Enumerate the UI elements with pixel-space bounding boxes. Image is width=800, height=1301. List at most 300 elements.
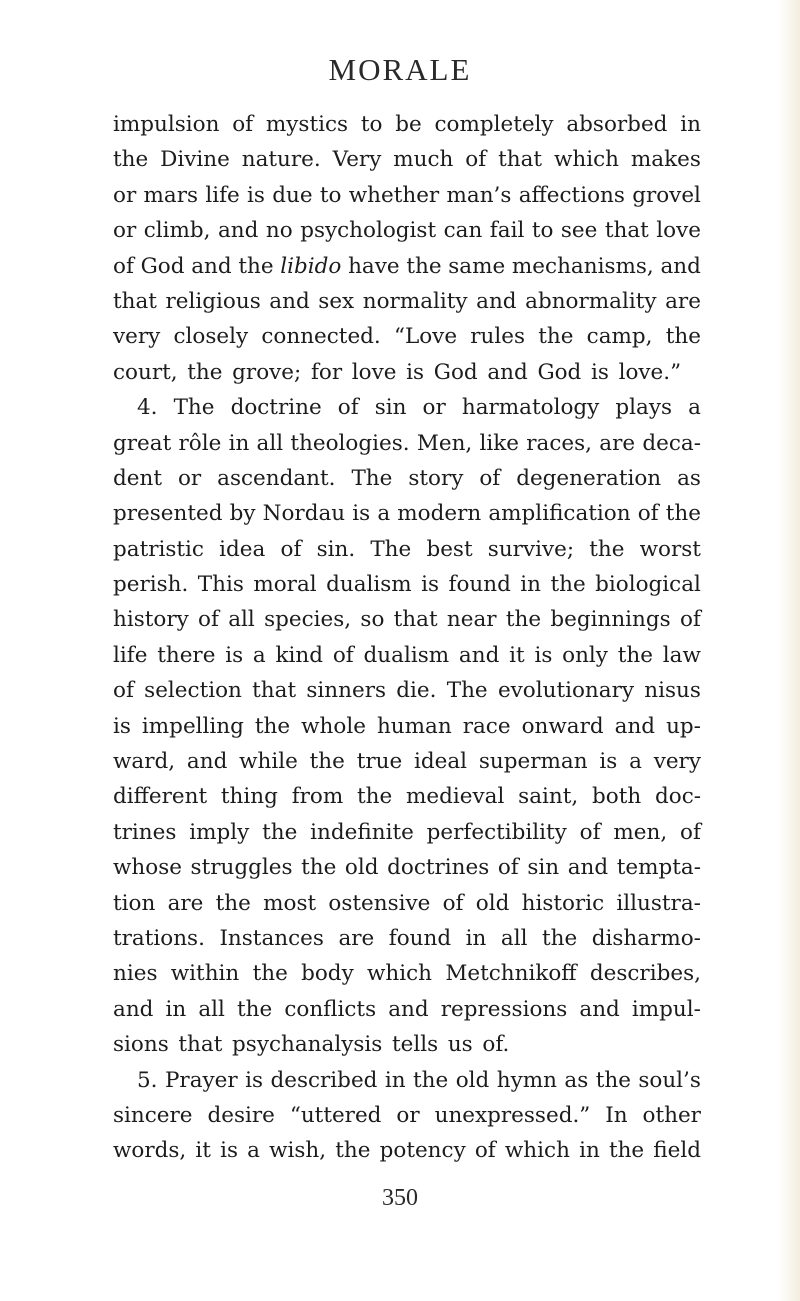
word: that [604, 218, 649, 244]
word: of [337, 395, 359, 421]
running-head: MORALE [328, 52, 472, 87]
word: The [351, 465, 393, 491]
word: the [237, 996, 273, 1022]
word: degeneration [516, 465, 662, 491]
word: is [591, 359, 609, 385]
word: that [113, 288, 157, 314]
word: the [505, 607, 542, 633]
word: dualism [363, 642, 450, 668]
word: The [446, 678, 488, 704]
word: idea [219, 536, 266, 562]
word: man’s [446, 182, 512, 208]
word: a [247, 1138, 260, 1164]
word: and [113, 996, 154, 1022]
word: abnormality [525, 288, 657, 314]
word: climb, [143, 218, 211, 244]
word: describes, [589, 961, 701, 987]
word: absorbed [566, 112, 668, 137]
word: Instances [219, 925, 324, 951]
word: of [465, 147, 487, 173]
word: ideal [413, 749, 468, 775]
word: indefinite [310, 819, 414, 845]
word: the [335, 1138, 371, 1164]
word: words, [113, 1138, 187, 1164]
word: which [553, 147, 619, 173]
word: all [198, 996, 225, 1022]
word: that [498, 147, 543, 173]
word: the [595, 1067, 631, 1093]
word: psychologist [300, 218, 437, 244]
word: in [465, 925, 487, 951]
word: is [220, 1138, 238, 1164]
word: normality [362, 288, 468, 314]
word: amplification [488, 501, 631, 527]
word: is [406, 359, 425, 385]
word: moral [253, 572, 317, 598]
word: and [217, 218, 259, 244]
word: biological [595, 572, 701, 598]
word: God [433, 359, 478, 385]
word: us [447, 1032, 473, 1058]
word: The [370, 536, 412, 562]
word: the [187, 359, 223, 385]
text-line [113, 107, 701, 142]
word: of [637, 501, 659, 527]
word: the [238, 253, 274, 279]
word: closely [173, 324, 249, 350]
word: and [269, 288, 310, 314]
word: as [677, 465, 701, 491]
word: nature. [241, 147, 321, 173]
word: Metchnikoff [445, 961, 577, 987]
word: Men, [416, 430, 473, 456]
word: nisus [644, 678, 701, 704]
word: of [579, 819, 601, 845]
word: sin [374, 395, 407, 421]
word: to [319, 182, 342, 208]
word: old [475, 890, 510, 916]
word: it [195, 1138, 211, 1164]
word: camp, [586, 324, 653, 350]
word: so [360, 607, 385, 633]
word: struggles [190, 855, 293, 881]
text-line [113, 673, 701, 708]
word: is [421, 572, 440, 598]
word: conflicts [284, 996, 377, 1022]
word: tempta- [616, 855, 701, 881]
word: grovel [632, 182, 701, 208]
word: impulsion [113, 112, 220, 137]
word: connected. [261, 324, 381, 350]
word: for [310, 359, 343, 385]
word: the [357, 784, 393, 810]
word: the [406, 253, 442, 279]
word: unexpressed.” [434, 1102, 591, 1128]
word: can [443, 218, 483, 244]
word: harmatology [461, 395, 600, 421]
body-text [113, 107, 701, 1169]
word: body [301, 961, 354, 987]
word: of [479, 465, 501, 491]
word: impelling [141, 713, 244, 739]
word: whole [301, 713, 366, 739]
word: is [113, 713, 131, 739]
word: or [113, 218, 137, 244]
word: in [520, 572, 542, 598]
word: or [113, 182, 137, 208]
word: of [442, 890, 464, 916]
word: die. [396, 678, 437, 704]
word: of [332, 642, 354, 668]
word: whose [113, 855, 182, 881]
word: impul- [631, 996, 701, 1022]
word: the [113, 147, 149, 173]
word: other [642, 1102, 701, 1128]
word: much [393, 147, 454, 173]
text-line [113, 461, 701, 496]
word: and [567, 855, 609, 881]
word: historic [521, 890, 605, 916]
word: very [653, 749, 701, 775]
word: field [653, 1138, 701, 1164]
word: from [291, 784, 344, 810]
word: In [605, 1102, 628, 1128]
word: same [448, 253, 506, 279]
word: repressions [440, 996, 568, 1022]
word: theologies. [290, 430, 410, 456]
word: sin [527, 855, 560, 881]
word: by [229, 501, 256, 527]
word: is [247, 182, 265, 208]
word: and [191, 253, 232, 279]
text-line [113, 1063, 701, 1098]
word: in [165, 996, 187, 1022]
word: presented [113, 501, 223, 527]
word: of [113, 678, 134, 704]
word: is [352, 501, 371, 527]
word: saint, [518, 784, 579, 810]
word: makes [630, 147, 701, 173]
word: that [178, 1032, 223, 1058]
word: sions [113, 1032, 169, 1058]
word: it [509, 642, 525, 668]
word: superman [478, 749, 588, 775]
text-line [113, 319, 701, 354]
word: and [388, 996, 429, 1022]
word: is [534, 642, 553, 668]
word: the [589, 536, 625, 562]
word: perish. [113, 572, 189, 598]
word: most [263, 890, 317, 916]
word: tells [391, 1032, 439, 1058]
word: hymn [496, 1067, 557, 1093]
word: is [225, 642, 244, 668]
word: ostensive [328, 890, 431, 916]
word: like [479, 430, 520, 456]
word: modern [397, 501, 482, 527]
text-line [113, 426, 701, 461]
word: a [377, 501, 391, 527]
word: evolutionary [497, 678, 635, 704]
word: old [455, 1067, 490, 1093]
word: desire [207, 1102, 275, 1128]
word: court, [113, 359, 178, 385]
word: and [476, 288, 517, 314]
text-line [113, 496, 701, 531]
text-line [113, 249, 701, 284]
word: that [252, 678, 297, 704]
word: due [272, 182, 313, 208]
word: the [262, 819, 298, 845]
text-line [113, 1027, 701, 1062]
word: within [170, 961, 240, 987]
word: plays [615, 395, 673, 421]
word: and [579, 996, 620, 1022]
word: the [413, 1067, 449, 1093]
word: up- [666, 713, 701, 739]
word: the [254, 713, 291, 739]
word: have [348, 253, 400, 279]
word: of [474, 1138, 496, 1164]
word: kind [275, 642, 324, 668]
word: be [395, 112, 422, 137]
word: all [256, 430, 284, 456]
word: completely [434, 112, 554, 137]
word: are [167, 890, 204, 916]
word: perfectibility [426, 819, 567, 845]
word: in [384, 1067, 406, 1093]
word: race [462, 713, 511, 739]
word: “uttered [289, 1102, 382, 1128]
word: a [629, 749, 642, 775]
word: the [665, 501, 701, 527]
word: God [140, 253, 185, 279]
word: rôle [178, 430, 222, 456]
word: rules [470, 324, 526, 350]
word: religious [165, 288, 261, 314]
word: onward [521, 713, 604, 739]
text-line [113, 284, 701, 319]
word: only [562, 642, 608, 668]
word: are [338, 925, 375, 951]
word: in [228, 430, 250, 456]
word: dualism [326, 572, 412, 598]
word: are [665, 288, 701, 314]
word: is [245, 1067, 264, 1093]
word: Nordau [262, 501, 346, 527]
text-line [113, 638, 701, 673]
word: sex [318, 288, 355, 314]
word: love.” [618, 359, 682, 385]
word: best [426, 536, 473, 562]
word: the [608, 1138, 645, 1164]
word: races, [526, 430, 593, 456]
word: the [538, 324, 574, 350]
page-edge-shading [778, 0, 800, 1301]
word: grove; [232, 359, 302, 385]
word: human [376, 713, 452, 739]
word: men, [613, 819, 668, 845]
text-line [113, 850, 701, 885]
word: the [309, 749, 345, 775]
word: of [232, 112, 254, 137]
word: sinners [306, 678, 387, 704]
word: which [504, 1138, 570, 1164]
text-line [113, 142, 701, 177]
word: and [458, 642, 500, 668]
word: sincere [113, 1102, 193, 1128]
word: of [198, 607, 219, 633]
text-line [113, 886, 701, 921]
word: 5. [137, 1067, 158, 1093]
word: or [422, 395, 446, 421]
word: great [113, 430, 172, 456]
text-line [113, 178, 701, 213]
word: see [560, 218, 598, 244]
word: found [448, 572, 511, 598]
word: to [531, 218, 554, 244]
word: mystics [265, 112, 349, 137]
text-line [113, 1098, 701, 1133]
word: soul’s [638, 1067, 701, 1093]
word: the [542, 925, 578, 951]
word: the [665, 324, 701, 350]
word: God [537, 359, 582, 385]
word: Prayer [164, 1067, 238, 1093]
word: love [656, 218, 701, 244]
word: The [173, 395, 215, 421]
word: trations. [113, 925, 205, 951]
word: and [186, 749, 228, 775]
text-line [113, 602, 701, 637]
word: sin. [316, 536, 356, 562]
word: are [599, 430, 636, 456]
word: and [487, 359, 528, 385]
word: the [215, 890, 251, 916]
word: This [197, 572, 244, 598]
word: the [252, 961, 288, 987]
text-line [113, 744, 701, 779]
text-line [113, 992, 701, 1027]
text-line [113, 779, 701, 814]
text-line [113, 532, 701, 567]
word: affections [518, 182, 625, 208]
text-line [113, 1133, 701, 1168]
word: doc- [654, 784, 701, 810]
word: love [351, 359, 397, 385]
word: selection [144, 678, 242, 704]
text-line [113, 709, 701, 744]
word: tion [113, 890, 156, 916]
word: different [113, 784, 208, 810]
word: all [500, 925, 528, 951]
word: is [599, 749, 618, 775]
word: medieval [406, 784, 505, 810]
word: disharmo- [591, 925, 701, 951]
word: imply [189, 819, 250, 845]
word: wish, [269, 1138, 327, 1164]
word: as [564, 1067, 589, 1093]
word: life [113, 642, 148, 668]
word: described [270, 1067, 378, 1093]
text-line [113, 956, 701, 991]
word: near [446, 607, 497, 633]
word: survive; [487, 536, 575, 562]
word: story [408, 465, 464, 491]
word: the [301, 855, 337, 881]
text-line [113, 213, 701, 248]
text-line [113, 921, 701, 956]
text-line [113, 815, 701, 850]
word: the [617, 642, 653, 668]
word: history [113, 607, 189, 633]
word: in [579, 1138, 600, 1164]
word: of. [482, 1032, 510, 1058]
word: psychanalysis [232, 1032, 383, 1058]
word: deca- [642, 430, 701, 456]
word: all [228, 607, 255, 633]
word: life [205, 182, 240, 208]
word: that [393, 607, 438, 633]
page-number: 350 [382, 1185, 418, 1211]
word: patristic [113, 536, 204, 562]
word: Divine [160, 147, 230, 173]
word: or [177, 465, 202, 491]
word: mars [143, 182, 199, 208]
word: there [157, 642, 216, 668]
word: dent [113, 465, 162, 491]
word: and [614, 713, 656, 739]
word: worst [639, 536, 701, 562]
word: both [592, 784, 642, 810]
text-line [113, 355, 701, 390]
word: of [113, 253, 134, 279]
text-line [113, 567, 701, 602]
word: libido [280, 253, 342, 279]
word: ward, [113, 749, 176, 775]
word: mechanisms, [511, 253, 654, 279]
word: while [239, 749, 298, 775]
word: found [388, 925, 452, 951]
word: “Love [393, 324, 458, 350]
word: fail [489, 218, 525, 244]
word: true [356, 749, 403, 775]
word: species, [264, 607, 352, 633]
word: Very [332, 147, 382, 173]
word: thing [220, 784, 278, 810]
word: which [367, 961, 433, 987]
word: no [265, 218, 293, 244]
word: a [252, 642, 266, 668]
word: doctrines [387, 855, 490, 881]
word: whether [348, 182, 440, 208]
word: nies [113, 961, 158, 987]
word: ascendant. [217, 465, 336, 491]
word: law [662, 642, 701, 668]
word: of [280, 536, 302, 562]
text-line [113, 390, 701, 425]
word: 4. [137, 395, 158, 421]
word: potency [379, 1138, 466, 1164]
word: the [550, 572, 586, 598]
word: and [660, 253, 701, 279]
word: of [497, 855, 519, 881]
word: in [680, 112, 701, 137]
word: beginnings [550, 607, 671, 633]
word: to [360, 112, 383, 137]
word: of [679, 607, 701, 633]
word: illustra- [616, 890, 701, 916]
